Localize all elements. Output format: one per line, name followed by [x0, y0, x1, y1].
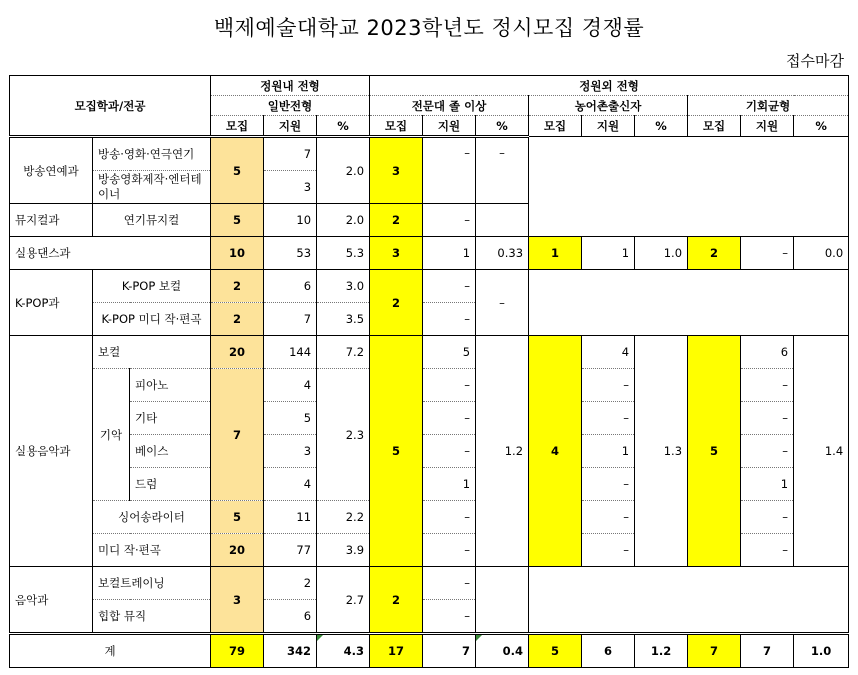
apply-cell: –: [423, 137, 476, 204]
dept-cell: 음악과: [10, 567, 93, 634]
dept-cell: 실용댄스과: [10, 237, 211, 270]
header-general: 일반전형: [211, 96, 370, 116]
recruit-cell: 5: [688, 336, 741, 567]
recruit-cell: 3: [370, 237, 423, 270]
apply-cell: –: [423, 600, 476, 634]
apply-cell: 1: [741, 468, 794, 501]
recruit-cell: 3: [211, 567, 264, 634]
apply-cell: 342: [264, 634, 317, 668]
apply-cell: 7: [423, 634, 476, 668]
apply-cell: 77: [264, 534, 317, 567]
pct-cell: 3.5: [317, 303, 370, 336]
recruit-cell: 5: [211, 204, 264, 237]
header-pct: %: [317, 116, 370, 137]
apply-cell: 10: [264, 204, 317, 237]
sub-major-cell: 베이스: [130, 435, 211, 468]
header-apply: 지원: [741, 116, 794, 137]
apply-cell: 7: [741, 634, 794, 668]
apply-cell: 2: [264, 567, 317, 600]
apply-cell: 1: [423, 468, 476, 501]
header-recruit: 모집: [370, 116, 423, 137]
header-apply: 지원: [264, 116, 317, 137]
recruit-cell: 20: [211, 534, 264, 567]
major-cell: 힙합 뮤직: [93, 600, 211, 634]
apply-cell: 6: [741, 336, 794, 369]
dept-cell: K-POP과: [10, 270, 93, 336]
header-equal: 기회균형: [688, 96, 849, 116]
page-title: 백제예술대학교 2023학년도 정시모집 경쟁률: [213, 16, 645, 40]
apply-cell: 4: [264, 369, 317, 402]
apply-cell: –: [423, 270, 476, 303]
recruit-cell: 5: [211, 501, 264, 534]
recruit-cell: 1: [529, 237, 582, 270]
pct-cell: 0.4: [476, 634, 529, 668]
apply-cell: 7: [264, 137, 317, 171]
recruit-cell: 5: [529, 634, 582, 668]
competition-table: [9, 75, 849, 668]
header-recruit: 모집: [211, 116, 264, 137]
pct-cell: 1.0: [794, 634, 849, 668]
apply-cell: 6: [264, 270, 317, 303]
major-cell: 싱어송라이터: [93, 501, 211, 534]
empty-cell: [529, 567, 849, 634]
apply-cell: –: [741, 237, 794, 270]
pct-cell: 2.0: [317, 137, 370, 204]
major-cell: 연기뮤지컬: [93, 204, 211, 237]
pct-cell: 4.3: [317, 634, 370, 668]
apply-cell: 1: [582, 435, 635, 468]
apply-cell: –: [423, 303, 476, 336]
pct-cell: 3.0: [317, 270, 370, 303]
major-cell: 기악: [93, 369, 130, 501]
pct-cell: 1.2: [476, 336, 529, 567]
apply-cell: 1: [582, 237, 635, 270]
major-cell: K-POP 미디 작·편곡: [93, 303, 211, 336]
pct-cell: 2.2: [317, 501, 370, 534]
pct-cell: –: [476, 137, 529, 204]
sub-major-cell: 기타: [130, 402, 211, 435]
apply-cell: –: [423, 402, 476, 435]
recruit-cell: 2: [211, 270, 264, 303]
apply-cell: –: [582, 534, 635, 567]
table-row: [10, 567, 849, 600]
apply-cell: 53: [264, 237, 317, 270]
apply-cell: 5: [423, 336, 476, 369]
header-farm: 농어촌출신자: [529, 96, 688, 116]
pct-cell: 0.0: [794, 237, 849, 270]
table-row: [10, 270, 849, 303]
apply-cell: 6: [264, 600, 317, 634]
apply-cell: –: [582, 468, 635, 501]
recruit-cell: 2: [370, 204, 423, 237]
apply-cell: –: [423, 435, 476, 468]
major-cell: 방송·영화·연극연기: [93, 137, 211, 171]
apply-cell: 4: [582, 336, 635, 369]
recruit-cell: 20: [211, 336, 264, 369]
apply-cell: 6: [582, 634, 635, 668]
apply-cell: 4: [264, 468, 317, 501]
pct-cell: –: [476, 270, 529, 336]
pct-cell: 5.3: [317, 237, 370, 270]
apply-cell: –: [582, 369, 635, 402]
pct-cell: 1.0: [635, 237, 688, 270]
empty-cell: [529, 137, 849, 237]
recruit-cell: 4: [529, 336, 582, 567]
major-cell: 방송영화제작·엔터테이너: [93, 171, 211, 204]
recruit-cell: 7: [211, 369, 264, 501]
apply-cell: –: [741, 369, 794, 402]
header-out-quota: 정원외 전형: [370, 76, 849, 96]
header-apply: 지원: [582, 116, 635, 137]
recruit-cell: 3: [370, 137, 423, 204]
pct-cell: [476, 204, 529, 237]
recruit-cell: 5: [370, 336, 423, 567]
pct-cell: 2.3: [317, 369, 370, 501]
major-cell: 보컬: [93, 336, 211, 369]
pct-cell: 2.0: [317, 204, 370, 237]
apply-cell: –: [741, 435, 794, 468]
header-apply: 지원: [423, 116, 476, 137]
pct-cell: 3.9: [317, 534, 370, 567]
header-pct: %: [635, 116, 688, 137]
sub-major-cell: 피아노: [130, 369, 211, 402]
header-recruit: 모집: [688, 116, 741, 137]
recruit-cell: 2: [211, 303, 264, 336]
header-dept: 모집학과/전공: [10, 76, 211, 137]
apply-cell: –: [423, 534, 476, 567]
header-pct: %: [794, 116, 849, 137]
pct-cell: 7.2: [317, 336, 370, 369]
header-college: 전문대 졸 이상: [370, 96, 529, 116]
apply-cell: 1: [423, 237, 476, 270]
apply-cell: –: [741, 534, 794, 567]
pct-cell: 2.7: [317, 567, 370, 634]
pct-cell: 1.4: [794, 336, 849, 567]
table-row: [10, 137, 849, 171]
recruit-cell: 79: [211, 634, 264, 668]
dept-cell: 뮤지컬과: [10, 204, 93, 237]
recruit-cell: 7: [688, 634, 741, 668]
apply-cell: –: [423, 501, 476, 534]
table-row: [10, 336, 849, 369]
pct-cell: 0.33: [476, 237, 529, 270]
apply-cell: –: [741, 402, 794, 435]
apply-cell: –: [582, 402, 635, 435]
pct-cell: [476, 567, 529, 634]
major-cell: K-POP 보컬: [93, 270, 211, 303]
header-pct: %: [476, 116, 529, 137]
major-cell: 미디 작·편곡: [93, 534, 211, 567]
dept-cell: 방송연예과: [10, 137, 93, 204]
header-in-quota: 정원내 전형: [211, 76, 370, 96]
dept-cell: 실용음악과: [10, 336, 93, 567]
recruit-cell: 5: [211, 137, 264, 204]
header-recruit: 모집: [529, 116, 582, 137]
sub-major-cell: 드럼: [130, 468, 211, 501]
apply-cell: 144: [264, 336, 317, 369]
empty-cell: [529, 270, 849, 336]
pct-cell: 1.2: [635, 634, 688, 668]
recruit-cell: 10: [211, 237, 264, 270]
total-row: [10, 634, 849, 668]
pct-cell: 1.3: [635, 336, 688, 567]
status-label: 접수마감: [786, 52, 844, 70]
total-label: 계: [10, 634, 211, 668]
table-row: [10, 237, 849, 270]
apply-cell: 3: [264, 435, 317, 468]
apply-cell: 7: [264, 303, 317, 336]
recruit-cell: 2: [370, 567, 423, 634]
apply-cell: –: [423, 204, 476, 237]
apply-cell: –: [423, 369, 476, 402]
apply-cell: –: [582, 501, 635, 534]
apply-cell: 5: [264, 402, 317, 435]
apply-cell: 3: [264, 171, 317, 204]
apply-cell: 11: [264, 501, 317, 534]
recruit-cell: 17: [370, 634, 423, 668]
major-cell: 보컬트레이닝: [93, 567, 211, 600]
recruit-cell: 2: [688, 237, 741, 270]
apply-cell: –: [423, 567, 476, 600]
apply-cell: –: [741, 501, 794, 534]
recruit-cell: 2: [370, 270, 423, 336]
